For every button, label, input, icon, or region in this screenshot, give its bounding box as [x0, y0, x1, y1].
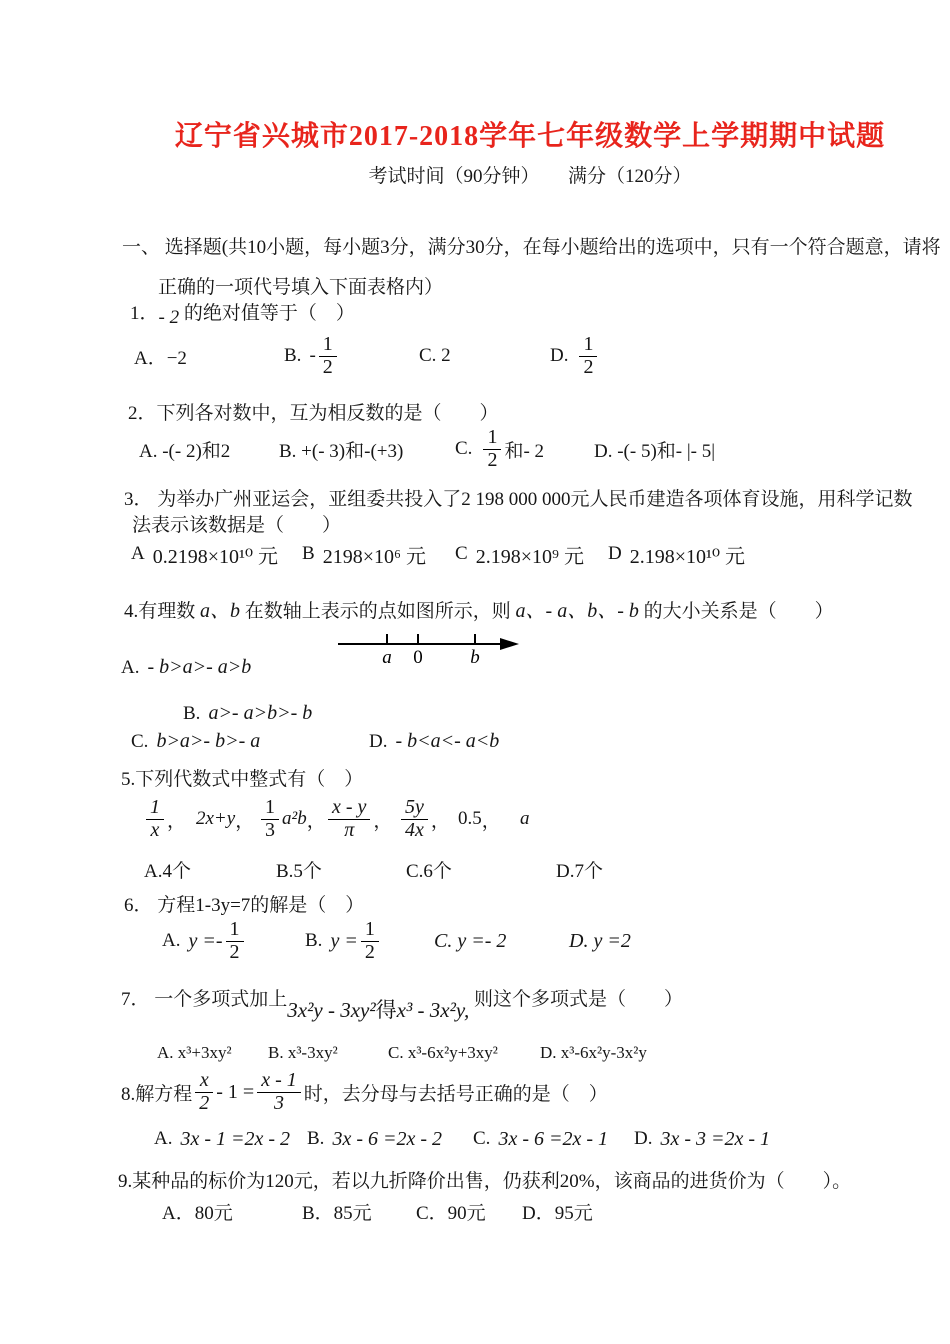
number-line-figure — [336, 622, 521, 668]
q4-option-a — [121, 656, 251, 679]
q5-expr-3 — [258, 790, 326, 848]
q8-text-2: 时，去分母与去括号正确的是（ ） — [303, 1083, 608, 1105]
page-title: 辽宁省兴城市2017-2018学年七年级数学上学期期中试题 — [174, 121, 886, 152]
q2-option-d-text: D. -(- 5)和- |- 5| — [594, 440, 716, 462]
q1-option-b — [284, 330, 340, 382]
q3-option-d — [608, 538, 745, 570]
q1-text: 的绝对值等于（ ） — [179, 303, 355, 324]
q8-frac-x1-over-3: $\frac{x - 1}{3}$ — [257, 1070, 301, 1114]
q8-option-d: D. 3x - 3 =2x - 1 — [634, 1127, 771, 1150]
q2-option-b — [279, 424, 403, 474]
q5-expr-2-value: 2x+y — [196, 808, 236, 829]
q7-math: 3x²y - 3xy²得x³ - 3x²y, — [287, 998, 470, 1022]
q9-option-d: D．95元 — [522, 1202, 593, 1224]
q5-expr-1 — [143, 790, 186, 848]
q2-option-b-text: B. +(- 3)和-(+3) — [279, 440, 404, 462]
q5-option-d: D.7个 — [556, 860, 603, 882]
q3-option-d-label: D — [608, 543, 622, 564]
q3-option-c-label: C — [455, 543, 468, 564]
exam-meta: 考试时间（90分钟） 满分（120分） — [368, 166, 692, 187]
question-9-options — [0, 1198, 950, 1224]
q5-expr-6-value: 0.5 — [458, 808, 482, 829]
label-zero: 0 — [413, 647, 423, 668]
question-5-options — [0, 856, 950, 882]
q4-option-b — [183, 702, 312, 725]
question-5-expressions — [0, 790, 950, 848]
question-3-options — [0, 538, 950, 570]
q5-frac-1-over-3: $\frac{1}{3}$ — [261, 797, 279, 841]
comma: ， — [430, 810, 450, 832]
question-1-stem — [130, 298, 355, 328]
q2-option-c-rest: 和- 2 — [504, 440, 545, 462]
q6-option-c: C. y =- 2 — [434, 929, 507, 952]
q8-frac-x-over-2: $\frac{x}{2}$ — [195, 1070, 213, 1114]
comma: ， — [167, 810, 187, 832]
q1-option-d-label: D. — [550, 345, 569, 366]
q2-option-d — [594, 424, 715, 474]
q7-text-2: 则这个多项式是（ ） — [469, 989, 684, 1010]
q3-option-b-label: B — [302, 543, 315, 564]
q3-option-a-label: A — [131, 543, 145, 564]
q3-option-a — [131, 538, 278, 570]
q3-option-c — [455, 538, 584, 570]
q4-option-c-label: C. — [131, 731, 149, 752]
q8-math-mid: - 1 = — [216, 1080, 255, 1103]
q2-option-c-fraction: $\frac{1}{2}$ — [483, 427, 501, 471]
q5-expr-7-value: a — [520, 808, 530, 829]
q7-option-a: A. x³+3xy² — [157, 1043, 232, 1062]
q6-option-b: B. y = $\frac{1}{2}$ — [305, 914, 382, 968]
section-intro-line1: 一、 选择题(共10小题，每小题3分，满分30分，在每小题给出的选项中，只有一个符合题意，请将 — [122, 237, 941, 258]
q4-option-d-label: D. — [369, 731, 388, 752]
q8-option-b: B. 3x - 6 =2x - 2 — [307, 1127, 443, 1150]
question-6-options — [0, 914, 950, 968]
label-a: a — [382, 647, 392, 668]
q1-option-b-sign: - — [309, 345, 316, 366]
q1-option-d — [550, 330, 600, 382]
q1-option-a-text: A．−2 — [134, 347, 187, 369]
q6-option-d: D. y =2 — [569, 929, 631, 952]
question-2-options — [0, 424, 950, 474]
q3-option-c-value: 2.198×10⁹ 元 — [475, 545, 584, 568]
question-4-stem — [124, 594, 834, 623]
section-intro-line2: 正确的一项代号填入下面表格内） — [158, 277, 444, 298]
q4-option-d — [369, 730, 499, 753]
q4-option-b-label: B. — [183, 703, 201, 724]
q5-expr-2 — [196, 790, 254, 848]
q8-option-c: C. 3x - 6 =2x - 1 — [473, 1127, 609, 1150]
q4-text-1: 4.有理数 — [124, 601, 201, 622]
q8-option-a: A. 3x - 1 =2x - 2 — [154, 1127, 291, 1150]
question-3-stem-line1: 3． 为举办广州亚运会，亚组委共投入了2 198 000 000元人民币建造各项体育设施，用科学记数 — [124, 489, 913, 510]
question-6-stem: 6． 方程1-3y=7的解是（ ） — [124, 895, 365, 916]
question-5-stem: 5.下列代数式中整式有（ ） — [121, 769, 364, 790]
q5-frac-xy-over-pi: $\frac{x - y}{\pi}$ — [328, 797, 370, 841]
q5-expr-7 — [520, 790, 530, 848]
question-7-stem — [121, 982, 684, 1022]
q3-option-b-value: 2198×10⁶ 元 — [322, 545, 426, 568]
q5-expr-4 — [325, 790, 392, 848]
q3-option-d-value: 2.198×10¹⁰ 元 — [629, 545, 746, 568]
q8-text-1: 8.解方程 — [121, 1083, 193, 1105]
q1-option-a — [134, 330, 187, 382]
q5-expr-6 — [458, 790, 501, 848]
q6-option-b-fraction: $\frac{1}{2}$ — [361, 919, 379, 963]
comma: ， — [373, 810, 393, 832]
q4-option-a-label: A. — [121, 657, 140, 678]
q6-option-a: A. y =- $\frac{1}{2}$ — [162, 914, 247, 968]
q5-option-b: B.5个 — [276, 860, 322, 882]
q4-text-3: 的大小关系是（ ） — [638, 601, 834, 622]
comma: ， — [306, 810, 326, 832]
q7-text-1: 7． 一个多项式加上 — [121, 989, 288, 1010]
q1-option-b-fraction: $\frac{1}{2}$ — [319, 334, 337, 378]
q1-option-b-label: B. — [284, 345, 302, 366]
q4-option-a-value: - b>a>- a>b — [147, 656, 252, 678]
q1-math: - 2 — [158, 307, 180, 328]
q7-option-c: C. x³-6x²y+3xy² — [388, 1043, 498, 1062]
q5-option-c: C.6个 — [406, 860, 452, 882]
q7-option-b: B. x³-3xy² — [268, 1043, 338, 1062]
question-2-stem: 2．下列各对数中，互为相反数的是（ ） — [128, 403, 499, 424]
q4-option-d-value: - b<a<- a<b — [395, 730, 500, 752]
comma: ， — [235, 810, 255, 832]
q4-option-c — [131, 730, 260, 753]
q5-expr-5 — [398, 790, 450, 848]
q5-frac-1-over-x: $\frac{1}{x}$ — [146, 797, 164, 841]
q5-expr-3-tail: a²b — [282, 808, 307, 829]
q1-option-d-fraction: $\frac{1}{2}$ — [579, 334, 597, 378]
q4-math-ab: a、b — [200, 600, 241, 622]
q9-option-a: A．80元 — [162, 1202, 233, 1224]
q2-option-a — [139, 424, 230, 474]
q5-frac-5y-over-4x: $\frac{5y}{4x}$ — [401, 797, 428, 841]
question-8-stem — [121, 1064, 608, 1120]
q1-number: 1． — [130, 303, 159, 324]
q7-option-d: D. x³-6x²y-3x²y — [540, 1043, 647, 1062]
q2-option-c-label: C. — [455, 438, 473, 459]
q4-option-c-value: b>a>- b>- a — [156, 730, 261, 752]
question-3-stem-line2: 法表示该数据是（ ） — [132, 515, 342, 536]
q9-option-b: B．85元 — [302, 1202, 372, 1224]
label-b: b — [470, 647, 480, 668]
q4-text-2: 在数轴上表示的点如图所示，则 — [240, 601, 516, 622]
question-8-options — [0, 1126, 950, 1152]
q4-math-rel: a、- a、b、- b — [515, 600, 639, 622]
q4-option-b-value: a>- a>b>- b — [208, 702, 313, 724]
q2-option-a-text: A. -(- 2)和2 — [139, 440, 231, 462]
q6-option-a-fraction: $\frac{1}{2}$ — [226, 919, 244, 963]
q3-option-b — [302, 538, 426, 570]
question-7-options — [0, 1040, 950, 1066]
question-9-stem: 9.某种品的标价为120元，若以九折降价出售，仍获利20%，该商品的进货价为（ ）。 — [118, 1171, 852, 1192]
number-line-arrowhead — [500, 638, 519, 650]
q1-option-c-text: C. 2 — [419, 345, 451, 366]
q2-option-c — [455, 424, 544, 474]
question-1-options — [0, 330, 950, 382]
q5-option-a: A.4个 — [144, 860, 191, 882]
q1-option-c — [419, 330, 451, 382]
q9-option-c: C．90元 — [416, 1202, 486, 1224]
comma: ， — [481, 810, 501, 832]
q3-option-a-value: 0.2198×10¹⁰ 元 — [152, 545, 279, 568]
